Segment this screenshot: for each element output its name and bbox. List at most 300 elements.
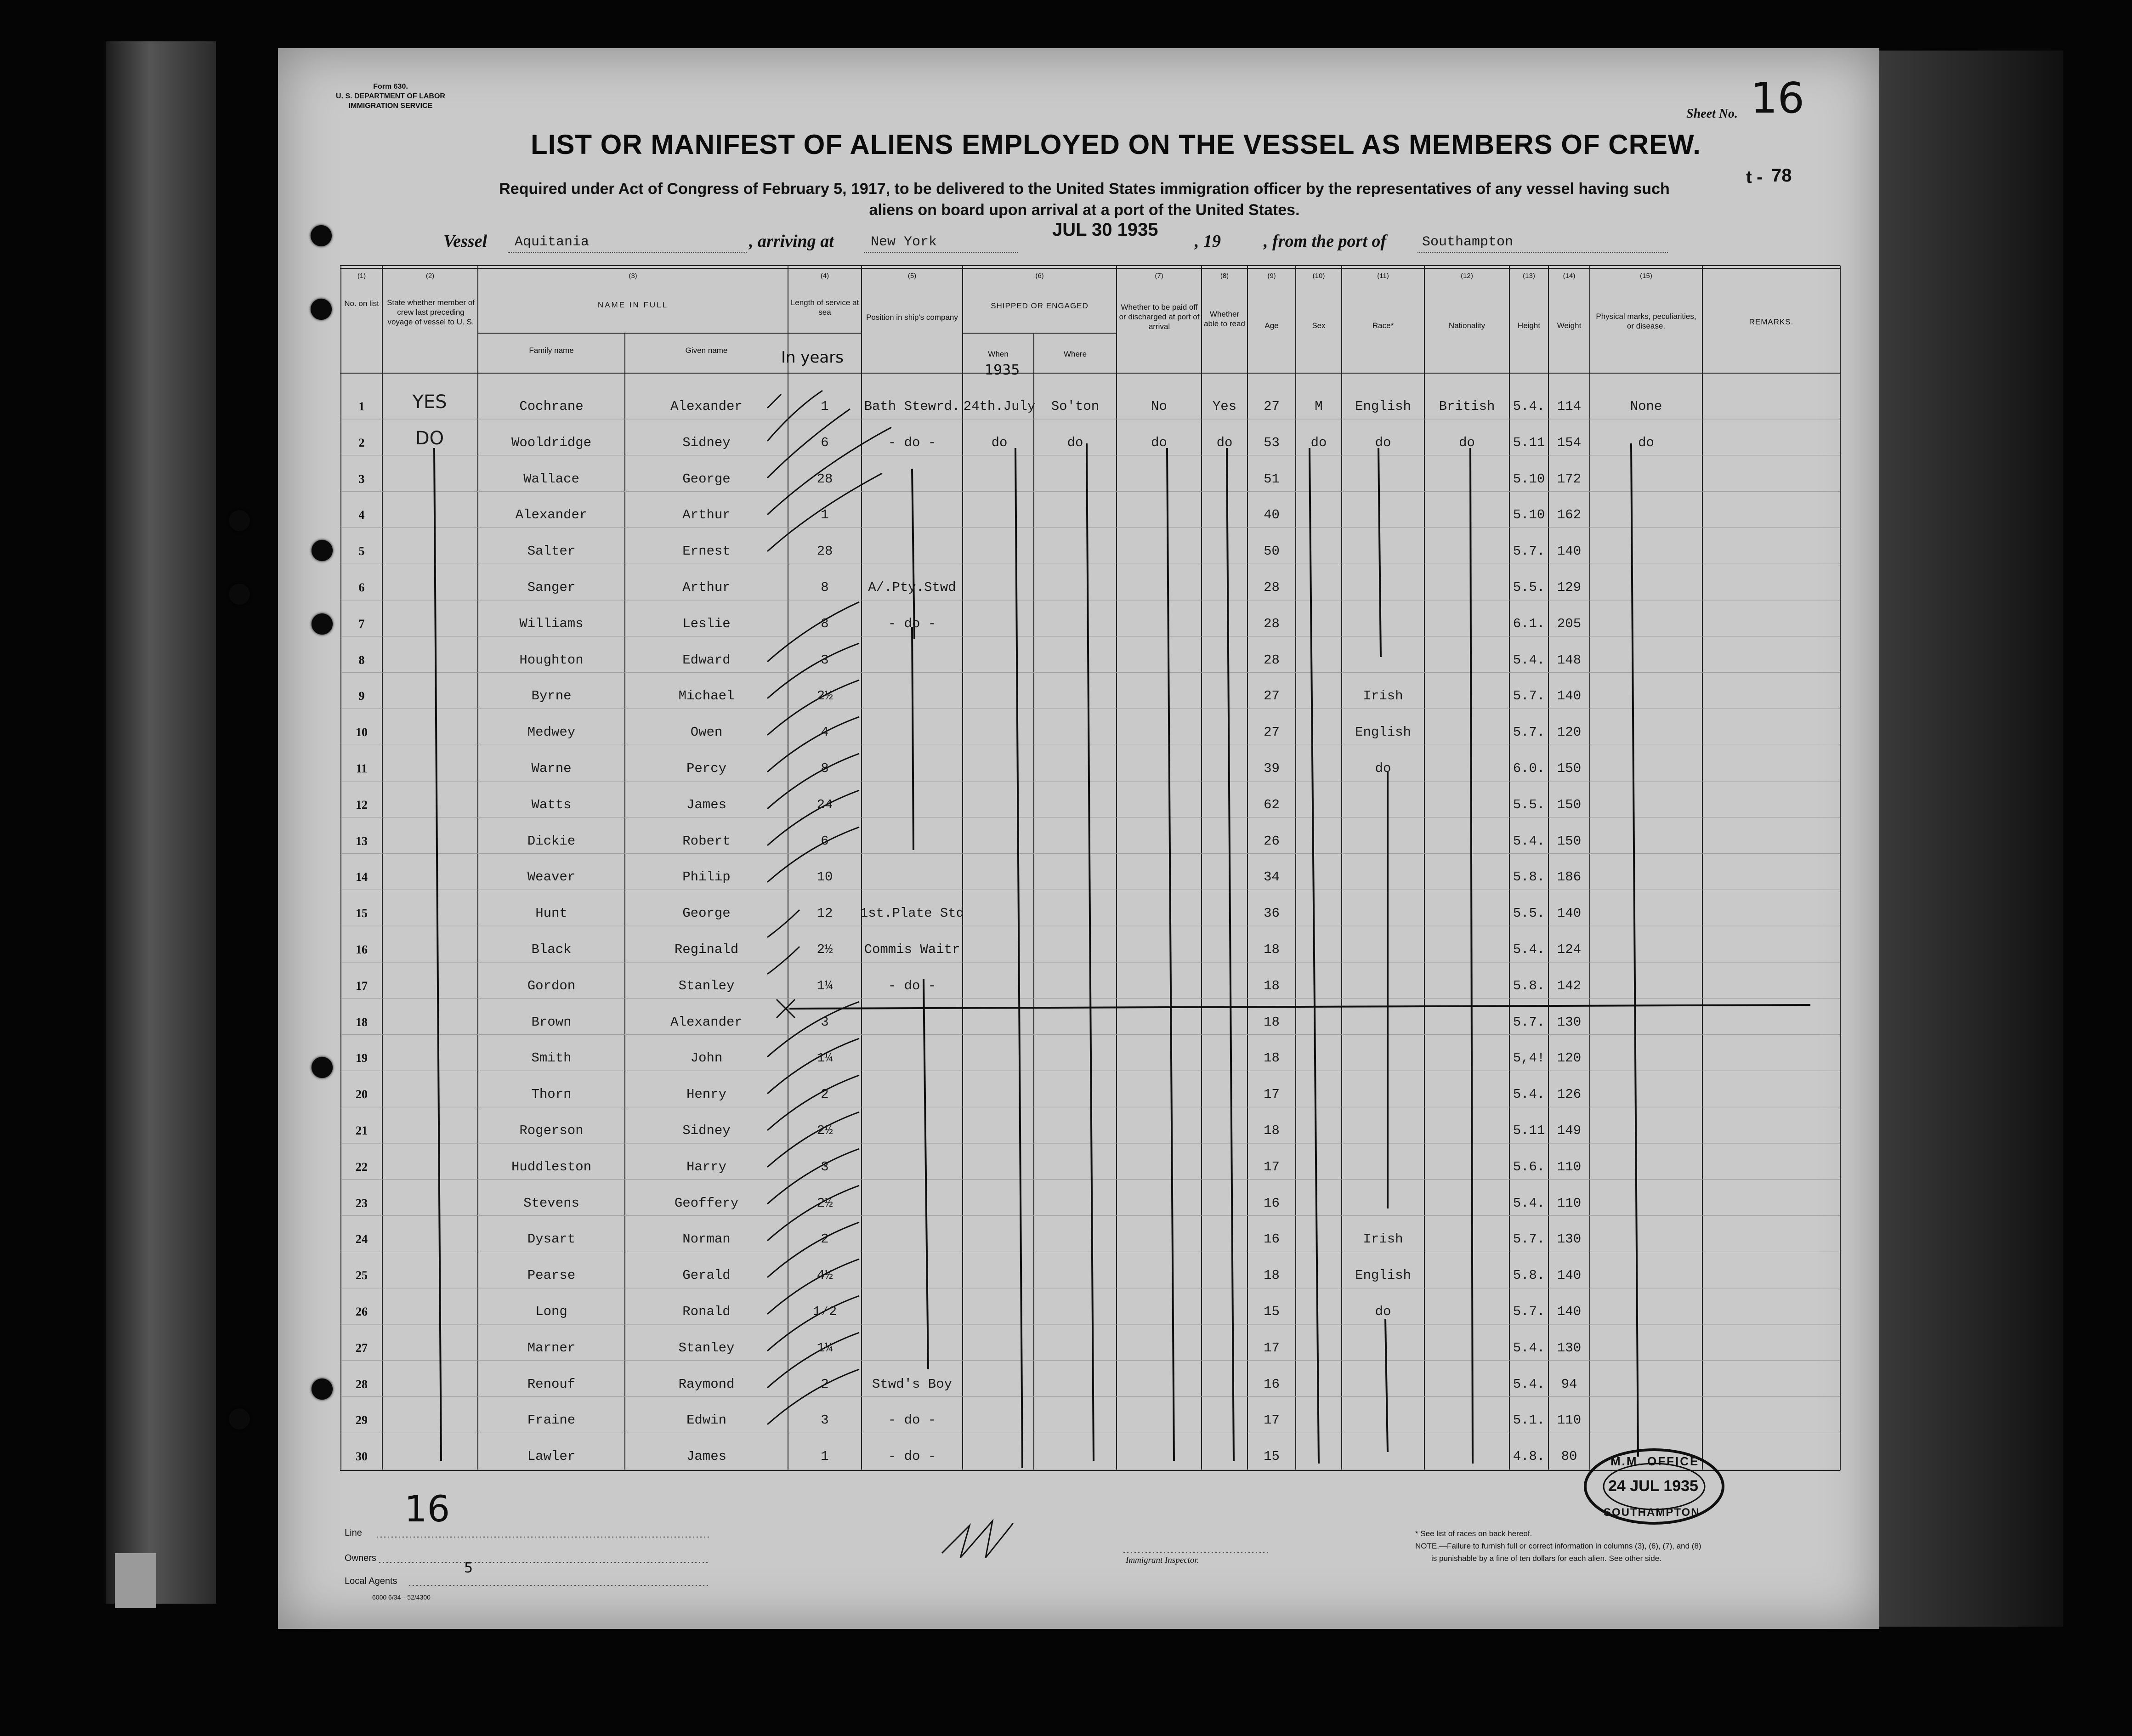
cell-weight: 130 [1557,1231,1582,1247]
cell-service: 2½ [817,1123,833,1138]
cell-nationality: British [1439,399,1495,414]
cell-family: Smith [531,1050,572,1066]
cell-weight: 110 [1557,1195,1582,1211]
cell-position: 1st.Plate Std [860,906,964,921]
cell-weight: 140 [1557,1268,1582,1283]
row-number: 12 [356,798,368,811]
cell-given: Alexander [670,1014,743,1030]
cell-given: Stanley [678,978,735,993]
cell-service: 1 [821,507,829,523]
cell-race: Irish [1363,1231,1403,1247]
row-number: 4 [358,508,365,522]
cell-family: Williams [519,616,584,631]
cell-service: 8 [821,580,829,595]
cell-service: 8 [821,761,829,776]
header-paid-off: Whether to be paid off or discharged at port of arrival [1119,303,1200,331]
cell-given: Ernest [682,544,731,559]
cell-read: Yes [1212,399,1237,414]
stamp-office: M.M. OFFICE [1610,1454,1700,1468]
engaged-year-note: 1935 [985,362,1020,378]
header-sex: Sex [1312,321,1326,330]
cell-position: A/.Pty.Stwd [868,580,956,595]
cell-given: Philip [682,869,731,885]
cell-position: - do - [888,435,936,450]
cell-family: Wooldridge [511,435,592,450]
cell-age: 28 [1264,652,1280,668]
header-remarks: REMARKS. [1749,318,1794,326]
row-number: 17 [356,979,368,993]
cell-when: do [991,435,1008,450]
cell-height: 5.5. [1513,797,1545,812]
row-number: 20 [356,1088,368,1101]
cell-position: - do - [888,1449,936,1464]
cell-position: - do - [888,978,936,993]
cell-family: Huddleston [511,1159,592,1174]
cell-given: Arthur [682,507,731,523]
cell-service: 2 [821,1376,829,1392]
cell-age: 18 [1264,1014,1280,1030]
cell-age: 51 [1264,471,1280,487]
cell-age: 18 [1264,978,1280,993]
cell-given: Sidney [682,1123,731,1138]
sheet-number-label: Sheet No. [1686,107,1738,121]
cell-age: 17 [1264,1087,1280,1102]
row-number: 22 [356,1160,368,1174]
cell-family: Salter [527,544,576,559]
row-number: 23 [356,1196,368,1210]
cell-height: 5.7. [1513,1014,1545,1030]
cell-position: - do - [888,1413,936,1428]
subtitle-line-2: aliens on board upon arrival at a port of the United States. [869,201,1300,219]
row-number: 24 [356,1232,368,1246]
column-number: (14) [1563,272,1576,280]
cell-age: 15 [1264,1449,1280,1464]
header-length-of-service: Length of service at sea [790,298,859,317]
row-number: 14 [356,870,368,884]
cell-family: Lawler [527,1449,576,1464]
header-number-on-list: No. on list [344,299,379,308]
page-title: LIST OR MANIFEST OF ALIENS EMPLOYED ON THE VESSEL AS MEMBERS OF CREW. [531,129,1701,160]
cell-family: Sanger [527,580,576,595]
footer-line-label: Line [345,1528,362,1538]
cell-age: 28 [1264,616,1280,631]
header-weight: Weight [1557,321,1582,330]
cell-height: 5.4. [1513,399,1545,414]
sheet-number: 16 [1751,74,1805,123]
cell-prev: YES [412,391,447,413]
cell-service: 2½ [817,1195,833,1211]
header-nationality: Nationality [1448,321,1486,330]
departure-port: Southampton [1422,234,1514,250]
cell-weight: 186 [1557,869,1582,885]
cell-age: 36 [1264,906,1280,921]
cell-height: 5.4. [1513,833,1545,849]
cell-service: 6 [821,435,829,450]
cell-age: 17 [1264,1340,1280,1356]
cell-age: 27 [1264,399,1280,414]
cell-family: Watts [531,797,572,812]
cell-height: 5.11 [1513,1123,1545,1138]
column-number: (13) [1523,272,1535,280]
cell-family: Dysart [527,1231,576,1247]
cell-service: 3 [821,1014,829,1030]
cell-race: do [1375,761,1391,776]
header-previous-voyage: State whether member of crew last preceding voyage of vessel to U. S. [387,298,475,326]
cell-family: Gordon [527,978,576,993]
cell-service: 8 [821,616,829,631]
cell-age: 62 [1264,797,1280,812]
cell-height: 5.4. [1513,652,1545,668]
cell-service: 4½ [817,1268,833,1283]
cell-family: Byrne [531,688,572,704]
column-number: (7) [1155,272,1163,280]
cell-given: Harry [686,1159,726,1174]
cell-given: George [682,906,731,921]
cell-age: 18 [1264,1050,1280,1066]
cell-service: 3 [821,1413,829,1428]
cell-family: Long [535,1304,567,1319]
row-number: 26 [356,1305,368,1318]
cell-height: 5.5. [1513,906,1545,921]
cell-service: 1¼ [817,978,833,993]
cell-given: Gerald [682,1268,731,1283]
cell-race: English [1355,725,1411,740]
cell-age: 34 [1264,869,1280,885]
cell-height: 5.4. [1513,942,1545,957]
cell-weight: 124 [1557,942,1582,957]
inspector-signature [942,1521,1013,1558]
header-physical-marks: Physical marks, peculiarities, or disease. [1596,312,1696,330]
cell-age: 50 [1264,544,1280,559]
cell-family: Alexander [515,507,588,523]
cell-given: Robert [682,833,731,849]
cell-height: 5.4. [1513,1087,1545,1102]
cell-service: 1⁄2 [812,1304,837,1319]
cell-given: Percy [686,761,726,776]
cell-sex: do [1310,435,1327,450]
cell-family: Warne [531,761,572,776]
cell-weight: 129 [1557,580,1582,595]
cell-given: Stanley [678,1340,735,1356]
cell-height: 5.5. [1513,580,1545,595]
column-number: (3) [629,272,637,280]
row-number: 18 [356,1015,368,1029]
cell-given: Henry [686,1087,726,1102]
column-number: (9) [1267,272,1276,280]
cell-given: Edward [682,652,731,668]
cell-height: 5.4. [1513,1195,1545,1211]
cell-race: English [1355,399,1411,414]
cell-given: Alexander [670,399,743,414]
cell-weight: 110 [1557,1413,1582,1428]
cell-service: 28 [817,471,833,487]
cell-paid: do [1151,435,1167,450]
cell-weight: 162 [1557,507,1582,523]
cell-given: Edwin [686,1413,726,1428]
cell-height: 5.8. [1513,869,1545,885]
cell-given: Ronald [682,1304,731,1319]
cell-given: James [686,797,726,812]
cell-given: Owen [690,725,723,740]
column-number: (6) [1035,272,1044,280]
cell-weight: 149 [1557,1123,1582,1138]
cell-age: 16 [1264,1195,1280,1211]
header-where: Where [1063,350,1087,358]
cell-weight: 120 [1557,725,1582,740]
cell-family: Stevens [523,1195,579,1211]
cell-when: 24th.July [963,399,1036,414]
cell-weight: 130 [1557,1014,1582,1030]
cell-height: 5.7. [1513,1304,1545,1319]
footer-owners-label: Owners [345,1553,376,1563]
row-number: 13 [356,834,368,848]
cell-weight: 150 [1557,797,1582,812]
cell-weight: 114 [1557,399,1582,414]
cell-height: 5.8. [1513,978,1545,993]
cell-age: 18 [1264,1123,1280,1138]
cell-service: 12 [817,906,833,921]
header-race: Race* [1372,321,1394,330]
cell-family: Renouf [527,1376,576,1392]
race-note: * See list of races on back hereof. [1415,1529,1532,1538]
row-number: 25 [356,1269,368,1282]
row-number: 7 [358,617,365,630]
cell-height: 5.8. [1513,1268,1545,1283]
cell-read: do [1216,435,1233,450]
cell-given: Geoffery [674,1195,739,1211]
cell-service: 28 [817,544,833,559]
row-number: 28 [356,1377,368,1391]
cell-position: Bath Stewrd. [864,399,960,414]
cell-weight: 126 [1557,1087,1582,1102]
cell-service: 6 [821,833,829,849]
stamp-city: SOUTHAMPTON [1604,1506,1700,1519]
cell-service: 10 [817,869,833,885]
column-number: (10) [1312,272,1325,280]
cell-family: Rogerson [519,1123,584,1138]
row-number: 19 [356,1051,368,1065]
cell-service: 1¼ [817,1340,833,1356]
header-when: When [988,350,1009,358]
cell-weight: 142 [1557,978,1582,993]
column-number: (11) [1377,272,1389,280]
header-position: Position in ship's company [866,313,958,322]
cell-family: Weaver [527,869,576,885]
cell-weight: 94 [1561,1376,1577,1392]
cell-height: 5.1. [1513,1413,1545,1428]
cell-race: Irish [1363,688,1403,704]
row-number: 5 [358,545,365,558]
service-name: IMMIGRATION SERVICE [348,102,433,110]
cell-given: Sidney [682,435,731,450]
cell-age: 18 [1264,942,1280,957]
cell-height: 5.6. [1513,1159,1545,1174]
row-number: 1 [358,400,365,413]
printer-code: 6000 6/34—52/4300 [372,1594,431,1601]
header-name-in-full: NAME IN FULL [597,301,669,309]
row-number: 8 [358,653,365,667]
cell-family: Marner [527,1340,576,1356]
header-able-to-read: Whether able to read [1204,310,1245,328]
cell-service: 3 [821,652,829,668]
arriving-label: , arriving at [749,232,834,251]
cell-height: 6.0. [1513,761,1545,776]
footer-agents-label: Local Agents [345,1576,397,1586]
cell-age: 28 [1264,580,1280,595]
header-age: Age [1264,321,1279,330]
cell-height: 5.7. [1513,688,1545,704]
row-number: 3 [358,472,365,486]
vessel-name: Aquitania [515,234,590,250]
cell-age: 40 [1264,507,1280,523]
column-number: (2) [425,272,435,280]
cell-weight: 154 [1557,435,1582,450]
handwritten-mark: 5 [464,1560,473,1576]
row-number: 27 [356,1341,368,1355]
cell-weight: 140 [1557,688,1582,704]
cell-height: 5.10 [1513,507,1545,523]
cell-position: Commis Waitr [864,942,960,957]
cell-family: Hunt [535,906,567,921]
stamp-date: 24 JUL 1935 [1608,1477,1698,1495]
header-height: Height [1517,321,1541,330]
cell-marks: None [1630,399,1662,414]
column-number: (12) [1461,272,1473,280]
cell-age: 39 [1264,761,1280,776]
row-number: 16 [356,943,368,956]
cell-age: 26 [1264,833,1280,849]
cell-weight: 140 [1557,1304,1582,1319]
row-number: 15 [356,907,368,920]
sheet-reference-prefix: t - [1746,168,1763,187]
cell-prev: DO [415,427,444,449]
cell-family: Dickie [527,833,576,849]
cell-weight: 150 [1557,761,1582,776]
subtitle-line-1: Required under Act of Congress of February 5, 1917, to be delivered to the United States immigration officer by the representatives of any vessel having such [499,180,1670,198]
cell-height: 5.7. [1513,1231,1545,1247]
year-label: , 19 [1195,232,1221,251]
cell-family: Medwey [527,725,576,740]
cell-family: Wallace [523,471,579,487]
cell-given: James [686,1449,726,1464]
handwritten-sheet-number: 16 [404,1489,450,1530]
cell-weight: 148 [1557,652,1582,668]
cell-given: Leslie [682,616,731,631]
cell-height: 5.11 [1513,435,1545,450]
header-shipped-engaged: SHIPPED OR ENGAGED [991,301,1089,310]
cell-weight: 150 [1557,833,1582,849]
cell-weight: 172 [1557,471,1582,487]
column-number: (8) [1220,272,1229,280]
row-number: 6 [358,581,365,594]
penalty-note-continued: is punishable by a fine of ten dollars for each alien. See other side. [1431,1554,1661,1563]
cell-given: Arthur [682,580,731,595]
row-number: 11 [356,762,368,775]
cell-age: 16 [1264,1231,1280,1247]
cell-family: Fraine [527,1413,576,1428]
arrival-date-stamp: JUL 30 1935 [1052,220,1158,240]
cell-given: George [682,471,731,487]
cell-service: 2 [821,1231,829,1247]
row-number: 21 [356,1124,368,1137]
cell-family: Houghton [519,652,584,668]
column-number: (4) [820,272,829,280]
cell-service: 1 [821,399,829,414]
cell-service: 2½ [817,942,833,957]
cell-height: 5,4! [1513,1050,1545,1066]
cell-given: Reginald [674,942,739,957]
cell-height: 5.4. [1513,1376,1545,1392]
port-label: , from the port of [1264,232,1387,251]
cell-height: 6.1. [1513,616,1545,631]
column-number: (1) [357,272,366,280]
cell-family: Pearse [527,1268,576,1283]
penalty-note: NOTE.—Failure to furnish full or correct information in columns (3), (6), (7), and (8) [1415,1542,1701,1550]
cell-family: Thorn [531,1087,572,1102]
cell-height: 5.10 [1513,471,1545,487]
form-number: Form 630. [373,83,408,91]
department-name: U. S. DEPARTMENT OF LABOR [336,92,445,100]
cell-race: do [1375,435,1391,450]
cell-service: 2½ [817,688,833,704]
cell-where: do [1067,435,1083,450]
cell-given: John [690,1050,723,1066]
row-number: 29 [356,1413,368,1427]
cell-given: Michael [678,688,735,704]
cell-service: 24 [817,797,833,812]
cell-family: Cochrane [519,399,584,414]
cell-given: Raymond [678,1376,735,1392]
cell-weight: 140 [1557,906,1582,921]
cell-weight: 110 [1557,1159,1582,1174]
row-number: 2 [358,436,365,449]
cell-age: 17 [1264,1159,1280,1174]
cell-service: 4 [821,725,829,740]
header-given-name: Given name [685,346,728,355]
row-number: 10 [356,726,368,739]
column-number: (15) [1640,272,1652,280]
cell-weight: 205 [1557,616,1582,631]
cell-service: 1 [821,1449,829,1464]
cell-height: 5.4. [1513,1340,1545,1356]
cell-weight: 130 [1557,1340,1582,1356]
arrival-port: New York [871,234,937,250]
cell-sex: M [1315,399,1323,414]
cell-service: 1¼ [817,1050,833,1066]
cell-paid: No [1151,399,1167,414]
cell-age: 16 [1264,1376,1280,1392]
cell-height: 4.8. [1513,1449,1545,1464]
cell-position: - do - [888,616,936,631]
cell-race: English [1355,1268,1411,1283]
row-number: 9 [358,689,365,703]
cell-where: So'ton [1051,399,1100,414]
service-unit-note: In years [781,348,844,367]
cell-age: 17 [1264,1413,1280,1428]
cell-age: 18 [1264,1268,1280,1283]
cell-service: 3 [821,1159,829,1174]
cell-height: 5.7. [1513,725,1545,740]
row-number: 30 [356,1450,368,1464]
header-family-name: Family name [529,346,574,355]
vessel-label: Vessel [443,232,487,251]
cell-marks: do [1638,435,1654,450]
cell-family: Brown [531,1014,572,1030]
cell-family: Black [531,942,572,957]
cell-age: 15 [1264,1304,1280,1319]
cell-position: Stwd's Boy [872,1376,953,1392]
cell-age: 53 [1264,435,1280,450]
